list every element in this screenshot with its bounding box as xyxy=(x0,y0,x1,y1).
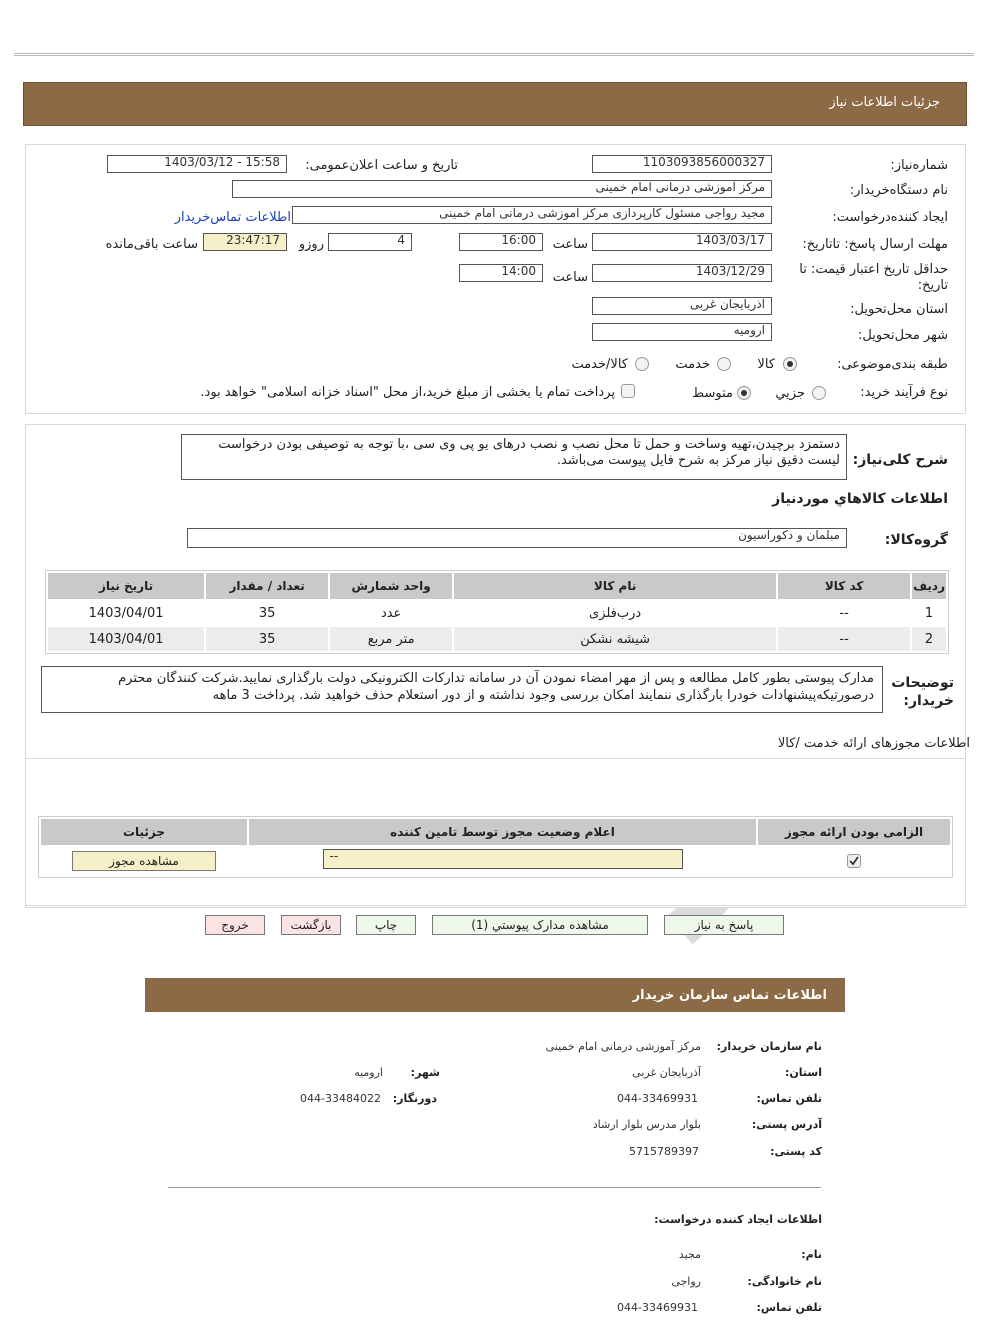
category-radio-both[interactable] xyxy=(635,357,649,371)
contact-city-label: شهر: xyxy=(410,1066,440,1079)
goods-cell-row: 1 xyxy=(912,601,946,625)
buyer-contact-title: اطلاعات تماس سازمان خریدار xyxy=(632,988,827,1003)
category-option-goods: کالا xyxy=(757,357,775,372)
goods-cell-name: درب‌فلزی xyxy=(454,601,776,625)
category-option-both: کالا/خدمت xyxy=(571,357,628,372)
treasury-note: پرداخت تمام یا بخشی از مبلغ خرید،از محل "اسناد خزانه اسلامی" خواهد بود. xyxy=(200,385,615,400)
creator-phone-value: 044-33469931 xyxy=(617,1301,698,1314)
permits-cell-status xyxy=(249,847,756,875)
goods-col-date: تاریخ نیاز xyxy=(48,573,204,599)
permits-col-status: اعلام وضعیت مجوز توسط تامین کننده xyxy=(249,819,756,845)
permits-table xyxy=(39,817,952,877)
contact-fax-label: دورنگار: xyxy=(392,1092,437,1105)
process-option-medium: متوسط xyxy=(692,386,733,401)
reply-button[interactable]: پاسخ به نیاز xyxy=(664,915,784,935)
contact-postal-value: 5715789397 xyxy=(629,1145,699,1158)
need-number-field: 1103093856000327 xyxy=(592,155,772,173)
permit-required-checkbox xyxy=(847,854,861,868)
contact-address-value: بلوار مدرس بلوار ارشاد xyxy=(592,1118,701,1131)
goods-cell-unit: متر مربع xyxy=(330,627,452,651)
days-field: 4 xyxy=(328,233,412,251)
remaining-label: ساعت باقی‌مانده xyxy=(105,237,198,252)
contact-divider xyxy=(168,1187,821,1188)
announce-field: 1403/03/12 - 15:58 xyxy=(107,155,287,173)
goods-group-label: گروه‌کالا: xyxy=(884,532,948,548)
permits-cell-details xyxy=(41,847,247,875)
contact-org-value: مرکز آموزشی درمانی امام خمینی xyxy=(545,1040,701,1053)
province-label: استان محل‌تحویل: xyxy=(850,302,948,317)
permits-col-required: الزامی بودن ارائه مجوز xyxy=(758,819,950,845)
creator-family-label: نام خانوادگی: xyxy=(747,1275,822,1288)
creator-label: ایجاد کننده‌درخواست: xyxy=(832,210,948,225)
deadline-time-field: 16:00 xyxy=(459,233,543,251)
creator-info-title: اطلاعات ایجاد کننده درخواست: xyxy=(654,1213,822,1226)
announce-label: تاریخ و ساعت اعلان‌عمومی: xyxy=(305,158,458,173)
contact-city-value: ارومیه xyxy=(354,1066,383,1079)
goods-col-row: ردیف xyxy=(912,573,946,599)
city-label: شهر محل‌تحویل: xyxy=(858,328,948,343)
min-valid-time-field: 14:00 xyxy=(459,264,543,282)
days-label: روزو xyxy=(298,237,324,252)
goods-table xyxy=(46,571,948,653)
summary-label: شرح کلی‌نیاز: xyxy=(852,452,948,468)
goods-cell-qty: 35 xyxy=(206,627,328,651)
table-row xyxy=(48,601,946,625)
need-number-label: شماره‌نیاز: xyxy=(890,158,948,173)
contact-province-label: استان: xyxy=(785,1066,822,1079)
category-label: طبقه بندی‌موضوعی: xyxy=(837,357,948,372)
permits-title: اطلاعات مجوزهای ارائه خدمت /کالا xyxy=(777,736,970,751)
min-valid-date-field: 1403/12/29 xyxy=(592,264,772,282)
creator-field: مجید رواجی مسئول کارپردازی مرکز آموزشی درمانی امام خمینی xyxy=(292,206,772,224)
buyer-contact-link[interactable]: اطلاعات تماس‌خریدار xyxy=(174,210,291,225)
creator-name-label: نام: xyxy=(801,1248,822,1261)
goods-cell-row: 2 xyxy=(912,627,946,651)
goods-cell-date: 1403/04/01 xyxy=(48,627,204,651)
process-radio-minor[interactable] xyxy=(812,386,826,400)
print-button[interactable]: چاپ xyxy=(356,915,416,935)
category-radio-service[interactable] xyxy=(717,357,731,371)
contact-address-label: آدرس پستی: xyxy=(751,1118,822,1131)
buyer-contact-header xyxy=(145,978,845,1012)
buyer-org-label: نام دستگاه‌خریدار: xyxy=(849,183,948,198)
buyer-notes-text: مدارک پیوستی بطور کامل مطالعه و پس از مهر امضاء نمودن آن در سامانه تدارکات الکترونیکی دولت بارگذاری نمایید.شرکت کنندگان محترم درصورتیکه‌پیشنهادات خودرا بارگذاری ننمایند امکان بررسی وجود نداشته و از دور استعلام حذف خواهید شد. پرداخت 3 ماهه xyxy=(41,666,883,713)
table-row xyxy=(41,847,950,875)
check-icon xyxy=(848,855,860,867)
exit-button[interactable]: خروج xyxy=(205,915,265,935)
contact-postal-label: کد پستی: xyxy=(770,1145,822,1158)
process-radio-medium[interactable] xyxy=(737,386,751,400)
remaining-time-field: 23:47:17 xyxy=(203,233,287,251)
treasury-checkbox[interactable] xyxy=(621,384,635,398)
process-label: نوع فرآیند خرید: xyxy=(860,385,948,400)
view-permit-button[interactable]: مشاهده مجوز xyxy=(72,851,216,871)
goods-table-frame xyxy=(45,570,949,654)
permits-cell-required xyxy=(758,847,950,875)
goods-cell-qty: 35 xyxy=(206,601,328,625)
creator-name-value: مجید xyxy=(678,1248,701,1261)
goods-cell-unit: عدد xyxy=(330,601,452,625)
buyer-org-field: مرکز آموزشی درمانی امام خمینی xyxy=(232,180,772,198)
view-attachments-button[interactable]: مشاهده مدارک پیوستي (1) xyxy=(432,915,648,935)
deadline-date-field: 1403/03/17 xyxy=(592,233,772,251)
goods-col-qty: تعداد / مقدار xyxy=(206,573,328,599)
goods-cell-name: شیشه نشکن xyxy=(454,627,776,651)
contact-province-value: آذربایجان غربی xyxy=(632,1066,701,1079)
permit-status-field: -- xyxy=(323,849,683,869)
creator-family-value: رواجی xyxy=(671,1275,701,1288)
goods-col-name: نام کالا xyxy=(454,573,776,599)
goods-group-field: مبلمان و دکوراسیون xyxy=(187,528,847,548)
contact-phone-value: 044-33469931 xyxy=(617,1092,698,1105)
goods-cell-code: -- xyxy=(778,601,910,625)
creator-phone-label: تلفن تماس: xyxy=(756,1301,822,1314)
table-row xyxy=(48,627,946,651)
contact-fax-value: 044-33484022 xyxy=(300,1092,381,1105)
process-option-minor: جزیي xyxy=(775,386,805,401)
permits-col-details: جزئیات xyxy=(41,819,247,845)
category-option-service: خدمت xyxy=(675,357,710,372)
contact-phone-label: تلفن تماس: xyxy=(756,1092,822,1105)
goods-cell-date: 1403/04/01 xyxy=(48,601,204,625)
deadline-label: مهلت ارسال پاسخ: تاتاریخ: xyxy=(802,237,948,252)
province-field: آذربایجان غربی xyxy=(592,297,772,315)
min-valid-time-label: ساعت xyxy=(552,270,588,285)
top-dotted-divider xyxy=(14,53,974,56)
goods-col-unit: واحد شمارش xyxy=(330,573,452,599)
buyer-notes-label: توضیحات خریدار: xyxy=(891,675,954,709)
permits-table-frame xyxy=(38,816,953,878)
city-field: ارومیه xyxy=(592,323,772,341)
page-header xyxy=(23,82,967,126)
goods-col-code: کد کالا xyxy=(778,573,910,599)
back-button[interactable]: بازگشت xyxy=(281,915,341,935)
contact-org-label: نام سازمان خریدار: xyxy=(716,1040,822,1053)
goods-info-title: اطلاعات کالاهاي موردنیاز xyxy=(772,491,948,507)
summary-text: دستمزد برچیدن،تهیه وساخت و حمل تا محل نصب و نصب درهای یو پی وی سی ،با توجه به توصیفی بودن درخواست لیست دقیق نیاز مرکز به شرح فایل پیوست می‌باشد. xyxy=(181,434,847,480)
category-radio-goods[interactable] xyxy=(783,357,797,371)
goods-cell-code: -- xyxy=(778,627,910,651)
deadline-time-label: ساعت xyxy=(552,237,588,252)
min-valid-label: حداقل تاریخ اعتبار قیمت: تا تاریخ: xyxy=(799,262,948,293)
page-title: جزئیات اطلاعات نیاز xyxy=(829,95,940,110)
